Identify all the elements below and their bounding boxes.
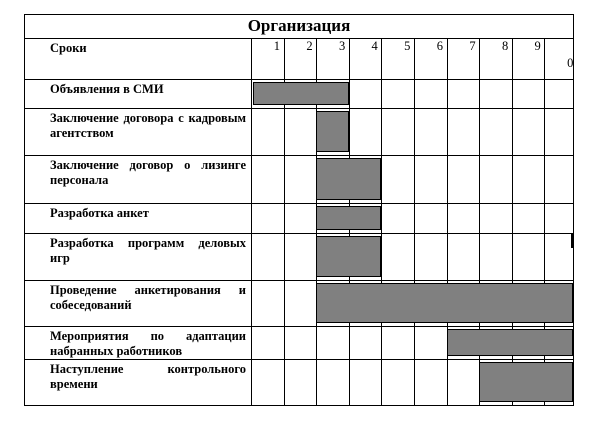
task-bar [316,158,381,200]
task-label: Проведение анкетирования и собеседований [50,283,246,312]
row-divider [24,79,573,80]
row-divider [24,108,573,109]
period-header: 1 [273,39,280,53]
period-header: 5 [404,39,411,53]
period-header: 4 [371,39,378,53]
task-label: Мероприятия по адаптации набранных работников [50,329,246,358]
row-divider [24,203,573,204]
row-divider [24,233,573,234]
task-label: Заключение договора с кадровым агентством [50,111,246,140]
task-bar [316,206,381,230]
period-header: 3 [338,39,346,53]
table-title: Организация [247,16,351,35]
period-header: 8 [501,39,509,53]
period-header: 0 [567,56,574,70]
label-column-divider [251,38,252,405]
task-label: Объявления в СМИ [50,82,164,96]
task-bar [479,362,573,402]
task-bar [316,236,381,277]
edge-tick-mark [571,234,573,248]
task-bar [253,82,349,105]
row-divider [24,359,573,360]
period-header: 9 [534,39,541,53]
row-divider [24,155,573,156]
task-label: Заключение договор о лизинге персонала [50,158,246,187]
task-label: Разработка анкет [50,206,149,220]
task-bar [447,329,573,356]
period-header: 2 [306,39,313,53]
task-bar [316,111,349,152]
period-header: 7 [469,39,476,53]
row-divider [24,280,573,281]
period-column-divider [414,38,415,405]
period-header: 6 [436,39,443,53]
task-bar [316,283,573,323]
task-label: Разработка программ деловых игр [50,236,246,265]
header-label: Сроки [50,41,87,55]
task-label: Наступление контрольного времени [50,362,246,391]
period-column-divider [381,38,382,405]
row-divider [24,326,573,327]
